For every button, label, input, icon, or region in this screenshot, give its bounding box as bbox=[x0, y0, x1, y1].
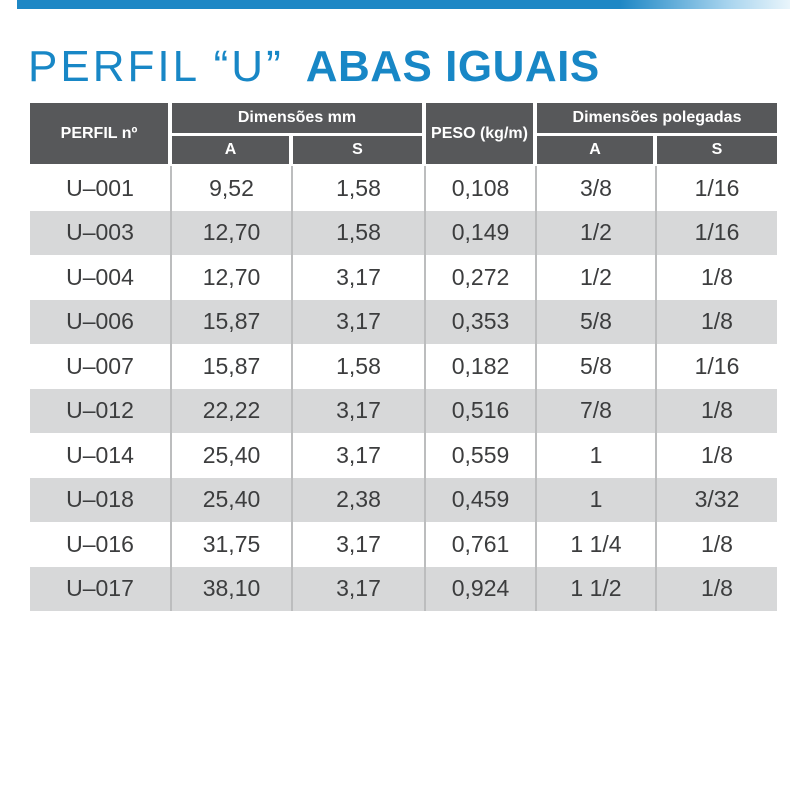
cell-a-mm: 22,22 bbox=[172, 389, 293, 434]
cell-perfil: U–004 bbox=[30, 255, 172, 300]
header-s-mm: S bbox=[293, 136, 426, 164]
cell-a-mm: 15,87 bbox=[172, 300, 293, 345]
cell-s-pol: 1/16 bbox=[694, 174, 740, 201]
table-row bbox=[30, 255, 777, 300]
cell-s-pol: 1/8 bbox=[701, 397, 733, 424]
cell-perfil: U–001 bbox=[30, 166, 172, 211]
cell-s-mm: 3,17 bbox=[293, 255, 426, 300]
cell-s-mm: 3,17 bbox=[293, 389, 426, 434]
cell-s-mm: 2,38 bbox=[293, 478, 426, 523]
cell-peso: 0,761 bbox=[426, 522, 537, 567]
cell-a-pol: 3/8 bbox=[537, 166, 657, 211]
cell-a-pol: 1/2 bbox=[537, 255, 657, 300]
table-row bbox=[30, 344, 777, 389]
cell-s-mm: 1,58 bbox=[293, 211, 426, 256]
cell-peso: 0,353 bbox=[426, 300, 537, 345]
cell-s-pol: 1/16 bbox=[694, 352, 740, 379]
cell-peso: 0,149 bbox=[426, 211, 537, 256]
cell-a-pol: 1 1/4 bbox=[537, 522, 657, 567]
cell-a-pol: 5/8 bbox=[537, 344, 657, 389]
header-dimensoes-mm: Dimensões mm bbox=[172, 103, 426, 133]
cell-a-mm: 31,75 bbox=[172, 522, 293, 567]
cell-s-pol: 3/32 bbox=[694, 486, 740, 513]
top-accent-bar bbox=[17, 0, 790, 9]
cell-a-pol: 5/8 bbox=[537, 300, 657, 345]
cell-s-pol: 1/8 bbox=[701, 575, 733, 602]
page-title bbox=[28, 44, 600, 90]
table-header bbox=[30, 103, 777, 164]
cell-a-pol: 1 1/2 bbox=[537, 567, 657, 612]
cell-a-mm: 12,70 bbox=[172, 255, 293, 300]
cell-peso: 0,272 bbox=[426, 255, 537, 300]
table-row bbox=[30, 433, 777, 478]
table-body bbox=[30, 166, 777, 611]
header-perfil-no: PERFIL nº bbox=[30, 103, 172, 164]
cell-s-pol: 1/8 bbox=[701, 441, 733, 468]
table-row bbox=[30, 522, 777, 567]
cell-a-pol: 1 bbox=[537, 433, 657, 478]
cell-s-pol: 1/16 bbox=[694, 219, 740, 246]
cell-peso: 0,924 bbox=[426, 567, 537, 612]
cell-s-pol: 1/8 bbox=[701, 530, 733, 557]
cell-perfil: U–014 bbox=[30, 433, 172, 478]
cell-a-mm: 12,70 bbox=[172, 211, 293, 256]
cell-perfil: U–007 bbox=[30, 344, 172, 389]
cell-perfil: U–017 bbox=[30, 567, 172, 612]
cell-a-mm: 9,52 bbox=[172, 166, 293, 211]
table-row bbox=[30, 211, 777, 256]
cell-s-mm: 3,17 bbox=[293, 567, 426, 612]
cell-s-mm: 3,17 bbox=[293, 522, 426, 567]
table-row bbox=[30, 389, 777, 434]
cell-perfil: U–012 bbox=[30, 389, 172, 434]
cell-a-pol: 1 bbox=[537, 478, 657, 523]
page-title-bold: ABAS IGUAIS bbox=[305, 42, 600, 91]
cell-s-mm: 3,17 bbox=[293, 433, 426, 478]
cell-peso: 0,108 bbox=[426, 166, 537, 211]
page-title-light: PERFIL “U” bbox=[28, 42, 284, 91]
cell-peso: 0,182 bbox=[426, 344, 537, 389]
cell-a-mm: 15,87 bbox=[172, 344, 293, 389]
cell-peso: 0,516 bbox=[426, 389, 537, 434]
table-row bbox=[30, 166, 777, 211]
header-a-mm: A bbox=[172, 136, 293, 164]
header-dimensoes-polegadas: Dimensões polegadas bbox=[537, 103, 777, 133]
cell-a-pol: 1/2 bbox=[537, 211, 657, 256]
cell-a-pol: 7/8 bbox=[537, 389, 657, 434]
cell-a-mm: 25,40 bbox=[172, 433, 293, 478]
cell-s-mm: 3,17 bbox=[293, 300, 426, 345]
table-row bbox=[30, 567, 777, 612]
cell-s-pol: 1/8 bbox=[701, 308, 733, 335]
profiles-table bbox=[30, 103, 777, 611]
table-row bbox=[30, 478, 777, 523]
cell-peso: 0,559 bbox=[426, 433, 537, 478]
cell-s-mm: 1,58 bbox=[293, 344, 426, 389]
cell-perfil: U–016 bbox=[30, 522, 172, 567]
cell-peso: 0,459 bbox=[426, 478, 537, 523]
cell-a-mm: 25,40 bbox=[172, 478, 293, 523]
header-peso: PESO (kg/m) bbox=[426, 103, 537, 164]
cell-a-mm: 38,10 bbox=[172, 567, 293, 612]
table-row bbox=[30, 300, 777, 345]
header-a-polegadas: A bbox=[537, 136, 657, 164]
cell-perfil: U–006 bbox=[30, 300, 172, 345]
cell-s-pol: 1/8 bbox=[701, 263, 733, 290]
header-s-polegadas: S bbox=[657, 136, 777, 164]
cell-s-mm: 1,58 bbox=[293, 166, 426, 211]
cell-perfil: U–003 bbox=[30, 211, 172, 256]
cell-perfil: U–018 bbox=[30, 478, 172, 523]
